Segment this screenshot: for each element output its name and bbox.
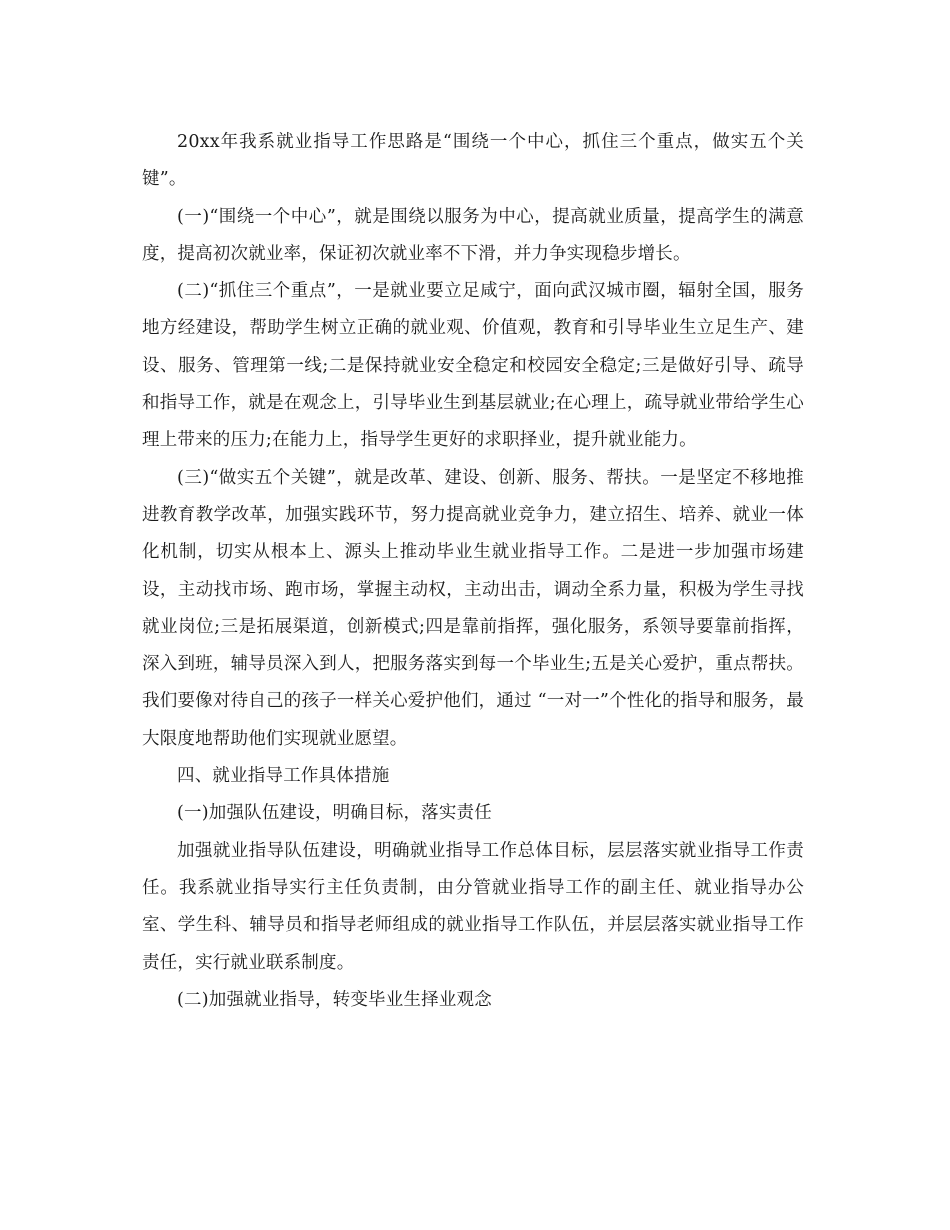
paragraph-five-keys: (三)“做实五个关键”，就是改革、建设、创新、服务、帮扶。一是坚定不移地推进教育教学改革，加强实践环节，努力提高就业竞争力，建立招生、培养、就业一体化机制，切实从根本上、源头上推动毕业生就业指导工作。二是进一步加强市场建设，主动找市场、跑市场，掌握主动权，主动出击，调动全系力量，积极为学生寻找就业岗位;三是拓展渠道，创新模式;四是靠前指挥，强化服务，系领导要靠前指挥，深入到班，辅导员深入到人，把服务落实到每一个毕业生;五是关心爱护，重点帮扶。我们要像对待自己的孩子一样关心爱护他们，通过 “一对一”个性化的指导和服务，最大限度地帮助他们实现就业愿望。 <box>142 467 804 749</box>
subheading-employment-guidance: (二)加强就业指导，转变毕业生择业观念 <box>177 989 492 1010</box>
paragraph-three-focuses: (二)“抓住三个重点”，一是就业要立足咸宁，面向武汉城市圈，辐射全国，服务地方经建设，帮助学生树立正确的就业观、价值观，教育和引导毕业生立足生产、建设、服务、管理第一线;二是保持就业安全稳定和校园安全稳定;三是做好引导、疏导和指导工作，就是在观念上，引导毕业生到基层就业;在心理上，疏导就业带给学生心理上带来的压力;在能力上，指导学生更好的求职择业，提升就业能力。 <box>142 281 804 451</box>
subheading-team-building: (一)加强队伍建设，明确目标，落实责任 <box>177 803 492 824</box>
section-heading-measures: 四、就业指导工作具体措施 <box>177 766 390 787</box>
paragraph-one-center: (一)“围绕一个中心”，就是围绕以服务为中心，提高就业质量，提高学生的满意度，提高初次就业率，保证初次就业率不下滑，并力争实现稳步增长。 <box>142 206 804 264</box>
paragraph-team-building: 加强就业指导队伍建设，明确就业指导工作总体目标，层层落实就业指导工作责任。我系就业指导实行主任负责制，由分管就业指导工作的副主任、就业指导办公室、学生科、辅导员和指导老师组成的就业指导工作队伍，并层层落实就业指导工作责任，实行就业联系制度。 <box>142 840 804 973</box>
document-body <box>142 124 804 1019</box>
paragraph-work-approach: 20xx年我系就业指导工作思路是“围绕一个中心，抓住三个重点，做实五个关键”。 <box>142 132 804 190</box>
